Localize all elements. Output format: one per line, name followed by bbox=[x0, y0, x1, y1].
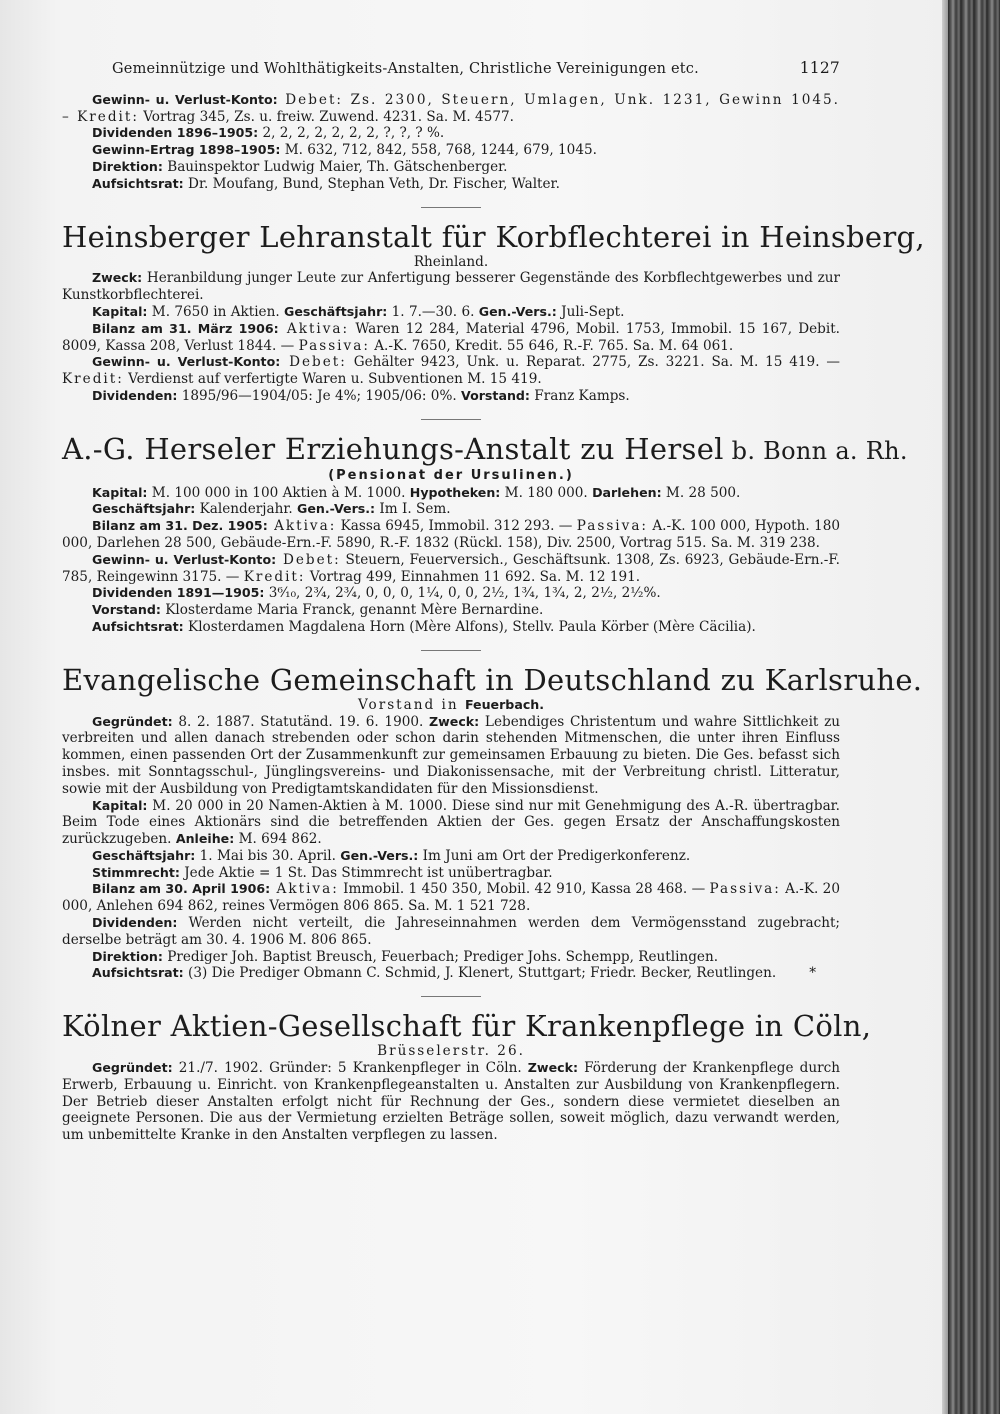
dividends-line bbox=[62, 125, 840, 142]
text: Klosterdame Maria Franck, genannt Mère Bernardine. bbox=[160, 602, 544, 619]
fiscal-year-line bbox=[62, 848, 840, 865]
entry-title: Kölner Aktien-Gesellschaft für Krankenpflege in Cöln, bbox=[62, 1009, 872, 1044]
direction-line bbox=[62, 949, 840, 966]
balance-line bbox=[62, 881, 840, 915]
text: Passiva: bbox=[709, 881, 781, 898]
label: Aufsichtsrat: bbox=[92, 965, 184, 981]
asterisk-mark: * bbox=[809, 965, 816, 982]
purpose-line bbox=[62, 270, 840, 304]
text: 1895/96—1904/05: Je 4%; 1905/06: 0%. bbox=[177, 387, 462, 404]
text: 1. Mai bis 30. April. bbox=[195, 847, 341, 864]
label: Dividenden: bbox=[92, 387, 178, 403]
label: Vorstand: bbox=[461, 387, 530, 403]
text: Aktiva: bbox=[278, 320, 350, 337]
text: Waren 12 284, Material 4796, Mobil. 1753, Immobil. 15 167, Debit. 8009, Kassa 208, Verlust 1844. — bbox=[62, 320, 840, 354]
text: A.-K. 100 000, Hypoth. 180 000, Darlehen 28 500, Gebäude-Ern.-F. 5890, R.-F. 1832 (Rückl. 158), Div. 2500, Vortrag 515. Sa. M. 319 238. bbox=[62, 518, 840, 551]
text: Werden nicht verteilt, die Jahreseinnahmen werden dem Vermögensstand zugebracht; derselbe beträgt am 30. 4. 1906 M. 806 865. bbox=[62, 915, 840, 948]
page-content bbox=[62, 59, 925, 1144]
fiscal-year-line bbox=[62, 501, 840, 518]
text: M. 632, 712, 842, 558, 768, 1244, 679, 1045. bbox=[280, 142, 597, 159]
text: Im Juni am Ort der Predigerkonferenz. bbox=[418, 847, 691, 864]
label: Kredit: bbox=[77, 108, 139, 125]
label: Bilanz am 31. März 1906: bbox=[92, 320, 279, 336]
entry-evangelische bbox=[62, 662, 923, 983]
text: Juli-Sept. bbox=[556, 303, 625, 320]
label: Direktion: bbox=[92, 948, 163, 964]
text: Lebendiges Christentum und wahre Sittlichkeit zu verbreiten und allen danach strebenden oder schon darin stehenden Mitmenschen, die unter ihren Einfluss kommen, einen passenden Ort der Zusammenkunft zur gemeinsamen Erbauung zu bieten. Die Ges. befasst sich insbes. mit Sonntagsschul-, Jünglingsvereins- und Diakonissensache, mit der Verbreitung christl. Litteratur, sowie mit der Ausbildung von Predigtamtskandidaten für den Missionsdienst. bbox=[62, 713, 840, 797]
label: Darlehen: bbox=[592, 484, 662, 500]
label: Bilanz am 30. April 1906: bbox=[92, 881, 271, 897]
label: Dividenden 1896–1905: bbox=[92, 125, 259, 141]
text: Kredit: bbox=[62, 371, 124, 388]
balance-line bbox=[62, 518, 840, 552]
running-head bbox=[112, 60, 840, 78]
label: Direktion: bbox=[92, 158, 163, 174]
capital-line bbox=[62, 798, 840, 848]
text: Passiva: bbox=[576, 518, 649, 535]
entry-title bbox=[62, 431, 908, 468]
title-location: b. Bonn a. Rh. bbox=[723, 436, 908, 465]
entry-subtitle: (Pensionat der Ursulinen.) bbox=[328, 467, 574, 483]
label: Dividenden: bbox=[92, 915, 178, 931]
capital-line bbox=[62, 304, 840, 321]
title-main: A.-G. Herseler Erziehungs-Anstalt zu Hersel bbox=[62, 431, 724, 466]
label: Hypotheken: bbox=[409, 484, 501, 500]
text: 1. 7.—30. 6. bbox=[387, 303, 479, 320]
label: Gewinn- u. Verlust-Konto: bbox=[92, 551, 277, 567]
label: Bilanz am 31. Dez. 1905: bbox=[92, 518, 268, 534]
text: Aktiva: bbox=[270, 881, 339, 898]
location: Feuerbach. bbox=[464, 696, 545, 712]
label: Gen.-Vers.: bbox=[478, 303, 557, 319]
section-rule bbox=[421, 650, 481, 651]
label: Kapital: bbox=[92, 484, 148, 500]
text: Debet: bbox=[280, 354, 347, 371]
text: Debet: bbox=[276, 551, 341, 568]
label: Gen.-Vers.: bbox=[297, 501, 376, 517]
label: Geschäftsjahr: bbox=[92, 501, 196, 517]
text: Immobil. 1 450 350, Mobil. 42 910, Kassa 28 468. — bbox=[338, 881, 710, 898]
label: Zweck: bbox=[527, 1060, 578, 1076]
label: Anleihe: bbox=[175, 831, 235, 847]
page-number: 1127 bbox=[799, 59, 840, 77]
text: 2, 2, 2, 2, 2, 2, 2, ?, ?, ? %. bbox=[258, 125, 445, 142]
entry-koelner bbox=[62, 1009, 872, 1144]
supervisory-line bbox=[62, 619, 840, 636]
label: Stimmrecht: bbox=[92, 864, 180, 880]
text: 3⁶⁄₁₀, 2³⁄₄, 2³⁄₄, 0, 0, 0, 1¹⁄₄, 0, 0, 2¹⁄₂, 1³⁄₄, 1³⁄₄, 2, 2¹⁄₂, 2¹⁄₂%. bbox=[264, 585, 661, 602]
text: M. 28 500. bbox=[661, 484, 741, 501]
text: (3) Die Prediger Obmann C. Schmid, J. Klenert, Stuttgart; Friedr. Becker, Reutlingen. bbox=[183, 965, 777, 982]
book-binding bbox=[948, 0, 1000, 1414]
text: Kredit: bbox=[243, 568, 306, 585]
founded-line bbox=[62, 1060, 840, 1144]
board-line bbox=[62, 176, 840, 193]
text: Dr. Moufang, Bund, Stephan Veth, Dr. Fischer, Walter. bbox=[183, 175, 560, 192]
text: M. 7650 in Aktien. bbox=[147, 303, 284, 320]
section-rule bbox=[421, 207, 481, 208]
dividends-line bbox=[62, 915, 840, 949]
balance-line bbox=[62, 321, 840, 355]
text: Franz Kamps. bbox=[529, 387, 630, 404]
text: Debet: Zs. 2300, Steuern, Umlagen, Unk. 1231, Gewinn 1045. – bbox=[62, 91, 840, 125]
entry-subtitle: Rheinland. bbox=[413, 253, 489, 270]
running-title: Gemeinnützige und Wohlthätigkeits-Anstalten, Christliche Vereinigungen etc. bbox=[112, 61, 699, 77]
text: Förderung der Krankenpflege durch Erwerb, Erbauung u. Einricht. von Krankenpflegeanstalten u. Anstalten zur Ausbildung von Krankenpflegern. Der Betrieb dieser Anstalten erfolgt nicht für Rechnung der Ges., sondern diese vermietet dieselben an geeignete Personen. Die aus der Vermietung erzielten Beträge sollen, soweit möglich, dazu verwandt werden, um unbemittelte Kranke in den Anstalten verpflegen zu lassen. bbox=[62, 1060, 840, 1144]
label: Zweck: bbox=[92, 270, 143, 286]
text: M. 694 862. bbox=[234, 831, 322, 848]
text: Klosterdamen Magdalena Horn (Mère Alfons), Stellv. Paula Körber (Mère Cäcilia). bbox=[183, 618, 756, 635]
label: Gewinn- u. Verlust-Konto: bbox=[92, 354, 281, 370]
profit-loss-line bbox=[62, 354, 840, 388]
label: Gen.-Vers.: bbox=[340, 847, 419, 863]
profit-loss-line bbox=[62, 92, 840, 126]
text: Vortrag 345, Zs. u. freiw. Zuwend. 4231. Sa. M. 4577. bbox=[138, 108, 514, 125]
text: Heranbildung junger Leute zur Anfertigung besserer Gegenstände des Korbflechtgewerbes und zur Kunstkorbflechterei. bbox=[62, 270, 840, 304]
label: Gegründet: bbox=[92, 713, 173, 729]
label: Geschäftsjahr: bbox=[284, 303, 388, 319]
dividends-line bbox=[62, 388, 840, 405]
text: M. 180 000. bbox=[500, 484, 593, 501]
entry-hersel bbox=[62, 431, 908, 636]
dividends-line bbox=[62, 585, 840, 602]
label: Gewinn-Ertrag 1898–1905: bbox=[92, 142, 281, 158]
label: Gegründet: bbox=[92, 1060, 173, 1076]
label: Kapital: bbox=[92, 303, 148, 319]
label: Aufsichtsrat: bbox=[92, 175, 184, 191]
section-rule bbox=[421, 996, 481, 997]
text: Passiva: bbox=[298, 337, 370, 354]
text: Prediger Joh. Baptist Breusch, Feuerbach; Prediger Johs. Schempp, Reutlingen. bbox=[162, 948, 719, 965]
text: Aktiva: bbox=[267, 518, 337, 535]
text: Bauinspektor Ludwig Maier, Th. Gätschenberger. bbox=[162, 158, 508, 175]
board-line bbox=[62, 602, 840, 619]
label: Gewinn- u. Verlust-Konto: bbox=[92, 91, 278, 107]
text: Kassa 6945, Immobil. 312 293. — bbox=[336, 518, 577, 535]
entry-heinsberger bbox=[62, 219, 925, 405]
entry-title: Heinsberger Lehranstalt für Korbflechterei in Heinsberg, bbox=[62, 219, 925, 254]
text: Vorstand in bbox=[357, 696, 465, 713]
entry-continuation bbox=[62, 92, 840, 193]
text: M. 20 000 in 20 Namen-Aktien à M. 1000. Diese sind nur mit Genehmigung des A.-R. übertragbar. Beim Tode eines Aktionärs sind die betreffenden Aktien der Ges. gegen Ersatz der Anschaffungskosten zurückzugeben. bbox=[62, 797, 840, 848]
text: Im I. Sem. bbox=[375, 501, 451, 518]
entry-title: Evangelische Gemeinschaft in Deutschland zu Karlsruhe. bbox=[62, 662, 923, 697]
label: Dividenden 1891—1905: bbox=[92, 585, 265, 601]
supervisory-line bbox=[62, 965, 840, 982]
text: 8. 2. 1887. Statutänd. 19. 6. 1900. bbox=[172, 713, 430, 730]
voting-line bbox=[62, 865, 840, 882]
text: Gehälter 9423, Unk. u. Reparat. 2775, Zs. 3221. Sa. M. 15 419. — bbox=[346, 354, 840, 371]
entry-subtitle bbox=[62, 697, 840, 714]
text: M. 100 000 in 100 Aktien à M. 1000. bbox=[147, 484, 410, 501]
label: Vorstand: bbox=[92, 602, 161, 618]
label: Zweck: bbox=[429, 713, 480, 729]
text: Kalenderjahr. bbox=[195, 501, 298, 518]
label: Aufsichtsrat: bbox=[92, 618, 184, 634]
entry-subtitle: Brüsselerstr. 26. bbox=[377, 1043, 525, 1060]
text: A.-K. 7650, Kredit. 55 646, R.-F. 765. Sa. M. 64 061. bbox=[369, 337, 734, 354]
text: 21./7. 1902. Gründer: 5 Krankenpfleger in Cöln. bbox=[172, 1060, 528, 1077]
direction-line bbox=[62, 159, 840, 176]
text: Steuern, Feuerversich., Geschäftsunk. 1308, Zs. 6923, Gebäude-Ern.-F. 785, Reingewinn 3175. — bbox=[62, 551, 840, 585]
capital-line bbox=[62, 485, 840, 502]
text: Verdienst auf verfertigte Waren u. Subventionen M. 15 419. bbox=[123, 371, 542, 388]
text: Jede Aktie = 1 St. Das Stimmrecht ist unübertragbar. bbox=[179, 864, 553, 881]
text: A.-K. 20 000, Anlehen 694 862, reines Vermögen 806 865. Sa. M. 1 521 728. bbox=[62, 881, 840, 915]
label: Kapital: bbox=[92, 797, 148, 813]
founded-line bbox=[62, 714, 840, 798]
text: Vortrag 499, Einnahmen 11 692. Sa. M. 12 191. bbox=[305, 568, 641, 585]
label: Geschäftsjahr: bbox=[92, 847, 196, 863]
section-rule bbox=[421, 419, 481, 420]
profit-loss-line bbox=[62, 552, 840, 586]
earnings-line bbox=[62, 142, 840, 159]
